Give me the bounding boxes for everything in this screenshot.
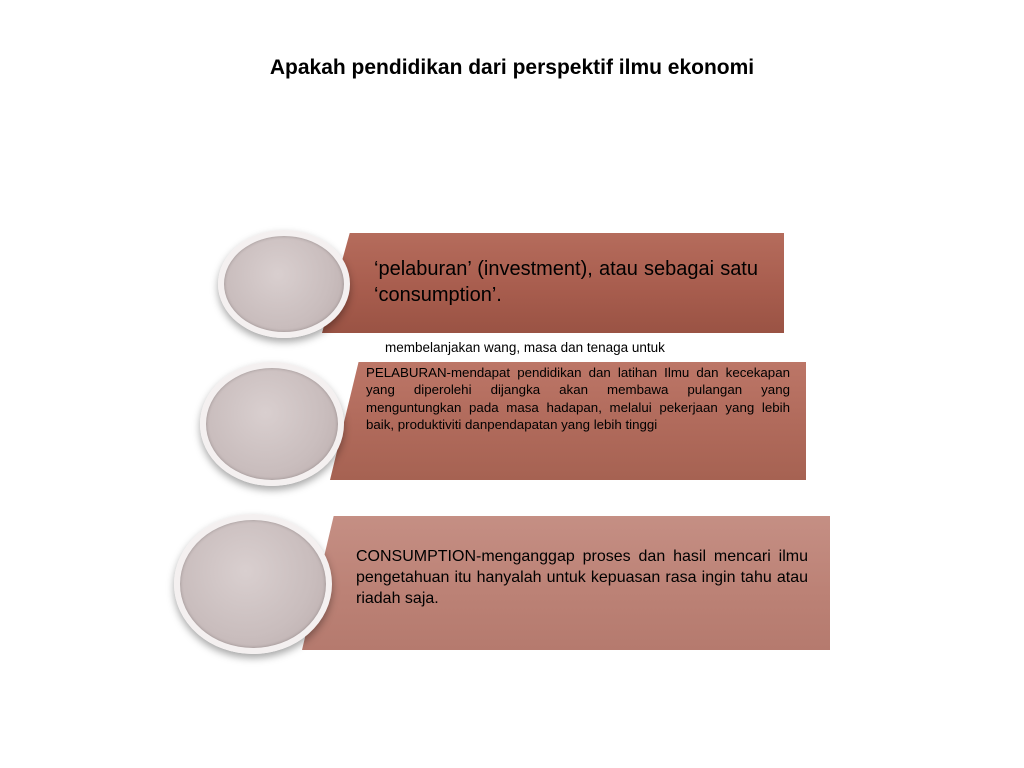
- slide-title: Apakah pendidikan dari perspektif ilmu ekonomi: [269, 56, 755, 79]
- item-1-text: ‘pelaburan’ (investment), atau sebagai satu ‘consumption’.: [374, 258, 758, 306]
- item-1-overflow-text: membelanjakan wang, masa dan tenaga untuk: [385, 340, 665, 355]
- item-1-circle: [218, 230, 350, 338]
- item-2-text: PELABURAN-mendapat pendidikan dan latihan Ilmu dan kecekapan yang diperolehi dijangka akan membawa pulangan yang menguntungkan pada masa hadapan, melalui pekerjaan yang lebih baik, produktiviti danpendapatan yang lebih tinggi: [366, 365, 790, 433]
- item-2-circle: [200, 362, 344, 486]
- item-3-circle: [174, 514, 332, 654]
- item-3-text: CONSUMPTION-menganggap proses dan hasil mencari ilmu pengetahuan itu hanyalah untuk kepuasan rasa ingin tahu atau riadah saja.: [356, 548, 808, 607]
